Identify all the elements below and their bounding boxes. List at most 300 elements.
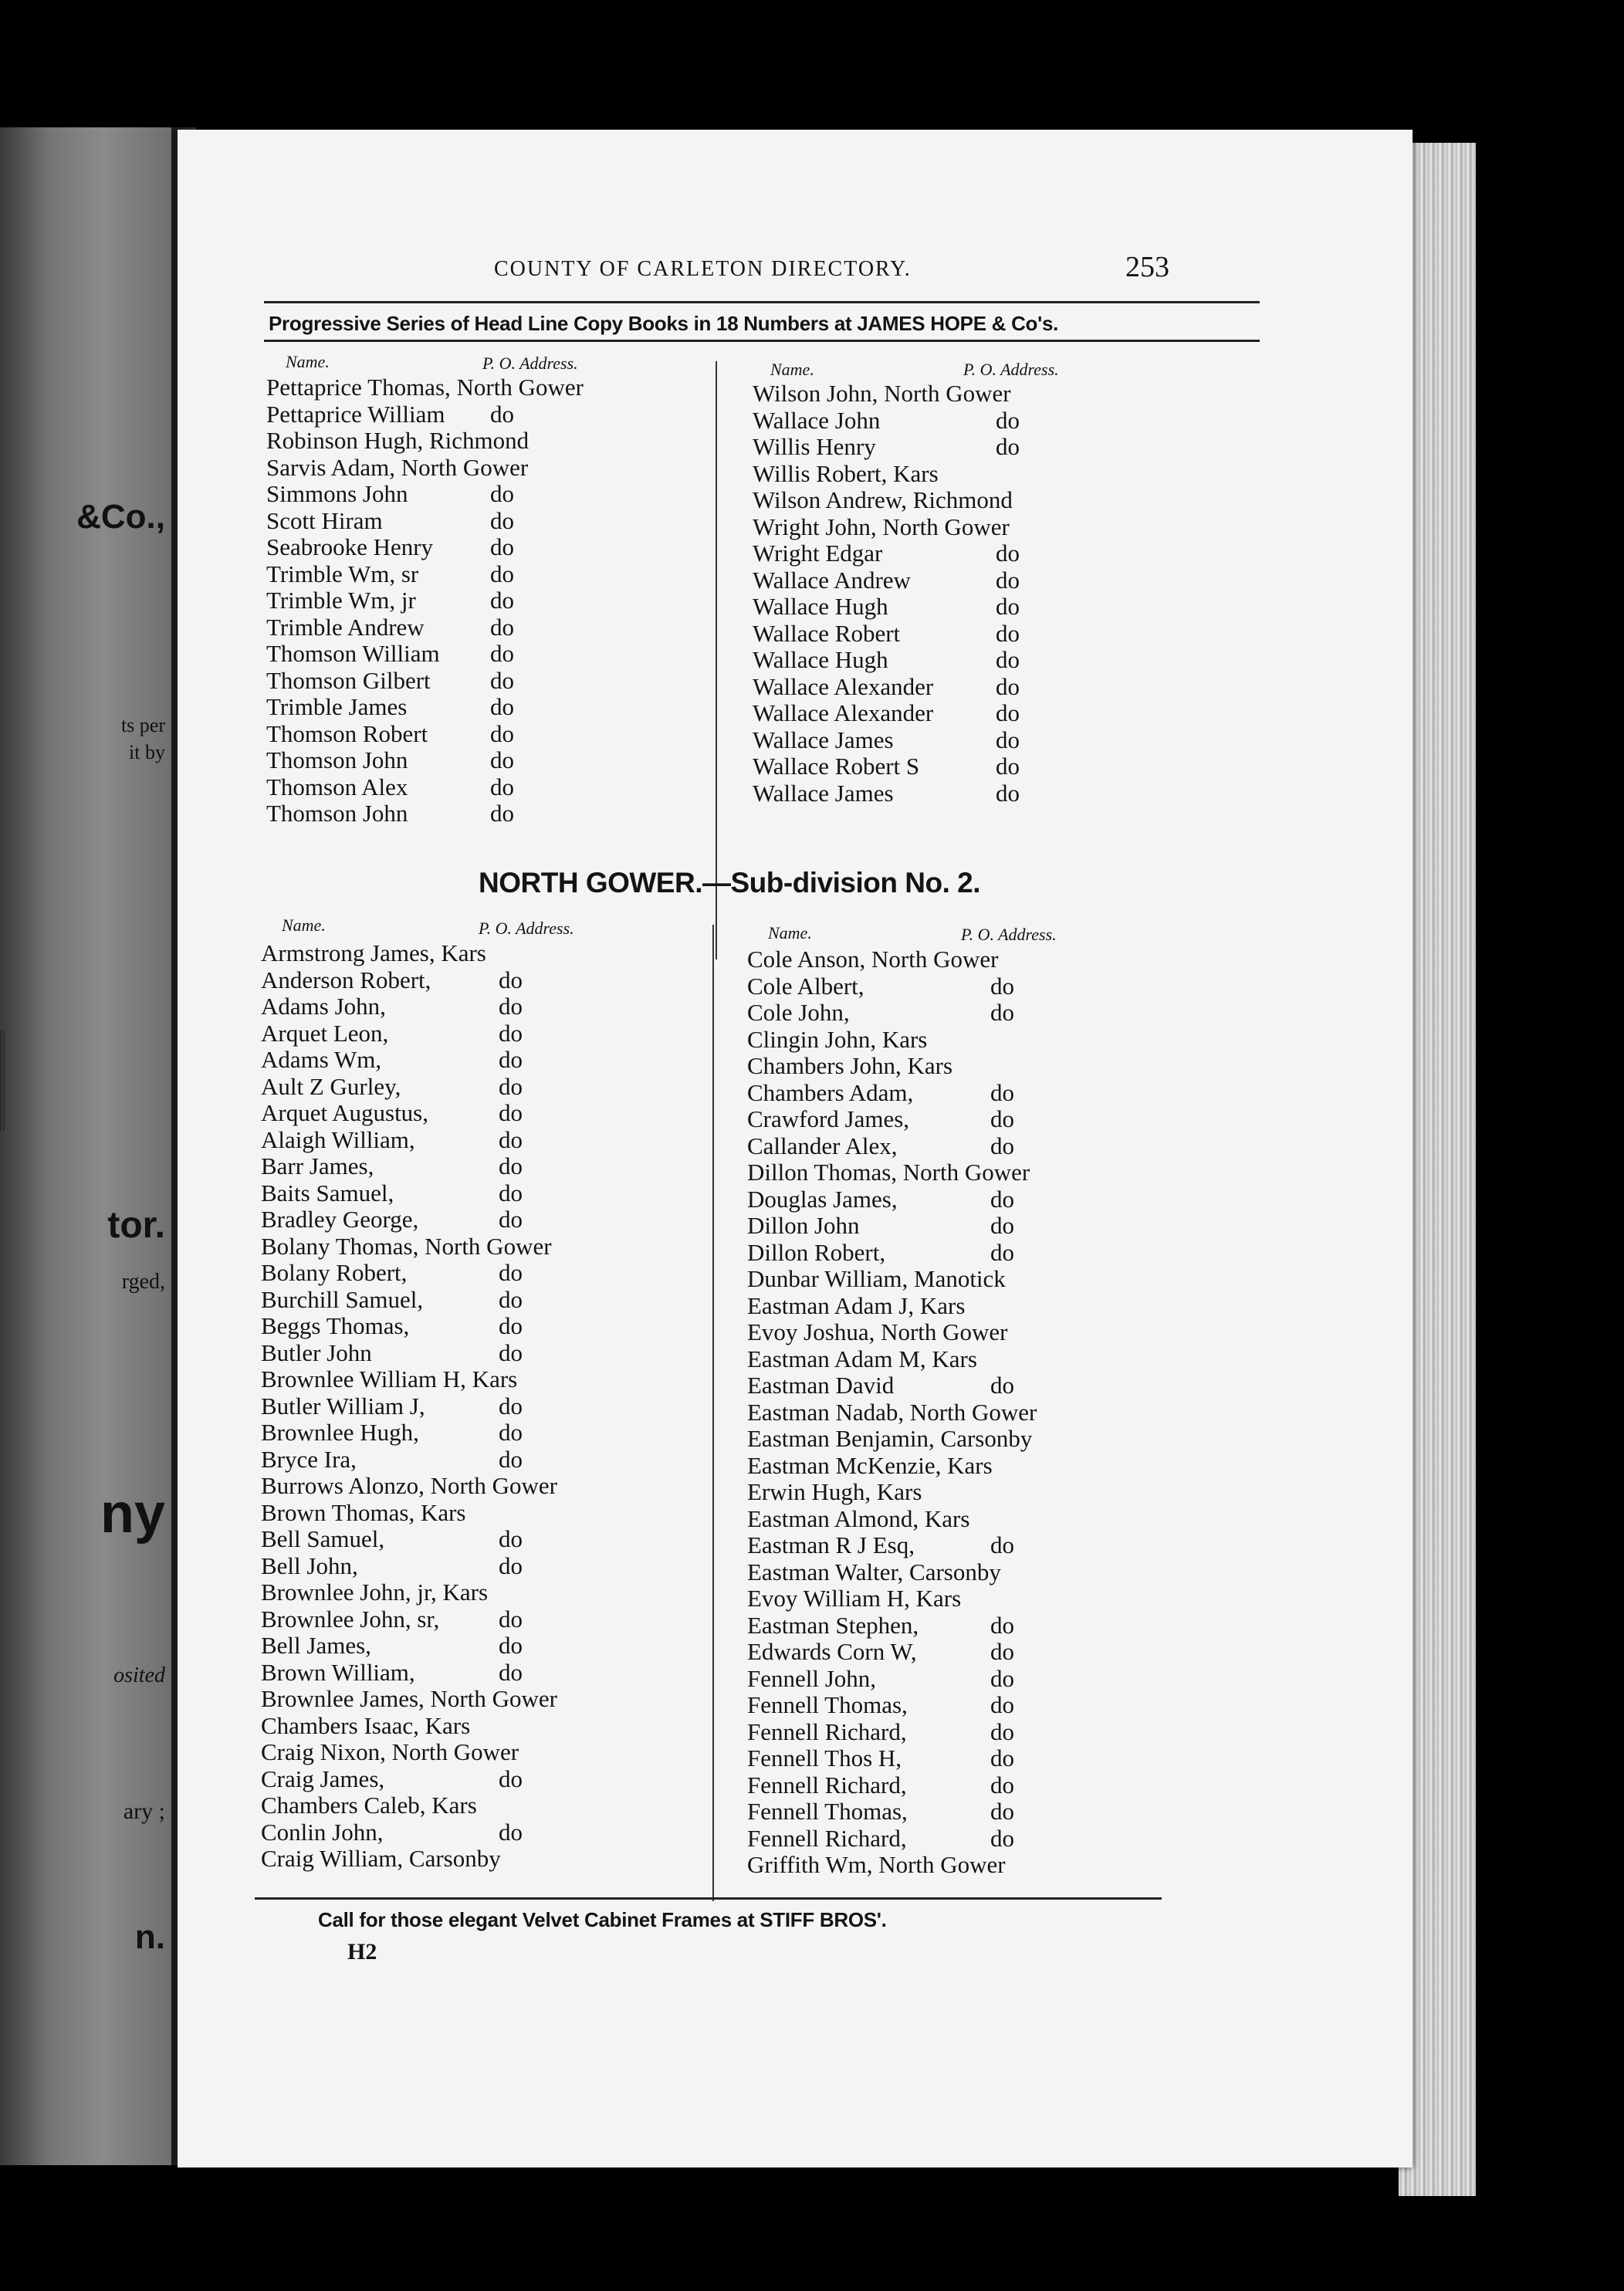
entry-name: Bell James, bbox=[261, 1632, 371, 1659]
directory-entry bbox=[753, 700, 1020, 727]
entry-address: do bbox=[990, 1105, 1014, 1132]
directory-entry bbox=[747, 1799, 1037, 1826]
entry-name: Brownlee Hugh, bbox=[261, 1419, 419, 1446]
column-header-address: P. O. Address. bbox=[479, 919, 574, 938]
facing-page bbox=[0, 127, 171, 2165]
entry-name: Wallace Hugh bbox=[753, 646, 888, 673]
directory-entry bbox=[261, 1180, 557, 1207]
entry-name: Craig William, Carsonby bbox=[261, 1845, 501, 1872]
entry-name: Evoy William H, Kars bbox=[747, 1585, 962, 1612]
entry-address: do bbox=[490, 613, 514, 641]
entry-name: Chambers John, Kars bbox=[747, 1052, 953, 1079]
directory-entry bbox=[747, 1027, 1037, 1054]
entry-name: Fennell John, bbox=[747, 1664, 877, 1692]
directory-entry bbox=[266, 561, 584, 588]
directory-entry bbox=[747, 1106, 1037, 1133]
header-rule bbox=[264, 301, 1260, 303]
entry-address: do bbox=[996, 646, 1020, 673]
directory-entry bbox=[747, 1372, 1037, 1399]
directory-entry bbox=[266, 641, 584, 668]
directory-entry bbox=[747, 1692, 1037, 1719]
entry-address: do bbox=[499, 1658, 523, 1686]
directory-entry bbox=[261, 1366, 557, 1393]
entry-address: do bbox=[499, 1445, 523, 1473]
directory-entry bbox=[266, 374, 584, 401]
entry-address: do bbox=[499, 993, 523, 1020]
entry-name: Burrows Alonzo, North Gower bbox=[261, 1472, 558, 1499]
column-header-address: P. O. Address. bbox=[963, 360, 1059, 379]
entry-address: do bbox=[490, 506, 514, 534]
entry-address: do bbox=[499, 1818, 523, 1846]
entry-name: Willis Henry bbox=[753, 433, 876, 460]
directory-entry bbox=[747, 1506, 1037, 1533]
directory-entry bbox=[747, 1053, 1037, 1080]
entry-name: Brownlee William H, Kars bbox=[261, 1365, 518, 1393]
directory-entry bbox=[747, 1532, 1037, 1559]
entry-name: Crawford James, bbox=[747, 1105, 910, 1132]
section-heading: NORTH GOWER.—Sub-division No. 2. bbox=[479, 867, 980, 898]
entry-address: do bbox=[490, 719, 514, 747]
entry-name: Chambers Caleb, Kars bbox=[261, 1792, 477, 1819]
entry-address: do bbox=[996, 406, 1020, 434]
directory-entry bbox=[266, 481, 584, 508]
directory-entry bbox=[753, 621, 1020, 648]
entry-address: do bbox=[996, 540, 1020, 567]
entry-address: do bbox=[490, 480, 514, 507]
entry-name: Eastman David bbox=[747, 1372, 895, 1399]
directory-entry bbox=[261, 993, 557, 1020]
entry-name: Erwin Hugh, Kars bbox=[747, 1478, 922, 1505]
entry-name: Chambers Isaac, Kars bbox=[261, 1711, 471, 1739]
directory-entry bbox=[747, 946, 1037, 973]
signature-mark: H2 bbox=[347, 1939, 377, 1964]
entry-address: do bbox=[499, 1072, 523, 1100]
directory-entry bbox=[261, 1233, 557, 1261]
directory-entry bbox=[261, 1579, 557, 1606]
directory-entry bbox=[266, 694, 584, 721]
entry-address: do bbox=[990, 1531, 1014, 1558]
directory-entry bbox=[266, 614, 584, 641]
entry-name: Trimble Wm, sr bbox=[266, 560, 419, 587]
entry-name: Eastman Stephen, bbox=[747, 1611, 919, 1639]
directory-entry bbox=[747, 1319, 1037, 1346]
entry-address: do bbox=[499, 1285, 523, 1313]
entry-address: do bbox=[490, 746, 514, 773]
ornament-fragment bbox=[0, 1030, 36, 1131]
entry-name: Beggs Thomas, bbox=[261, 1312, 410, 1339]
entry-address: do bbox=[499, 1765, 523, 1792]
entry-address: do bbox=[499, 1605, 523, 1633]
entry-name: Wright Edgar bbox=[753, 540, 883, 567]
entry-address: do bbox=[499, 1525, 523, 1552]
directory-entry bbox=[261, 1260, 557, 1287]
directory-entry bbox=[261, 1393, 557, 1420]
entry-name: Adams John, bbox=[261, 993, 386, 1020]
directory-entry bbox=[266, 668, 584, 695]
directory-entry bbox=[753, 514, 1020, 541]
running-header: COUNTY OF CARLETON DIRECTORY. bbox=[494, 257, 912, 281]
entry-name: Griffith Wm, North Gower bbox=[747, 1851, 1006, 1878]
entry-name: Dillon Thomas, North Gower bbox=[747, 1159, 1030, 1186]
entry-name: Brown William, bbox=[261, 1658, 415, 1686]
entry-name: Wallace Andrew bbox=[753, 566, 911, 594]
directory-entry bbox=[747, 1240, 1037, 1267]
directory-entry bbox=[261, 1553, 557, 1580]
entry-name: Cole Albert, bbox=[747, 972, 864, 1000]
entry-address: do bbox=[490, 560, 514, 587]
entry-name: Adams Wm, bbox=[261, 1046, 382, 1073]
directory-entry bbox=[266, 401, 584, 428]
entry-name: Dillon John bbox=[747, 1212, 860, 1239]
directory-entry bbox=[261, 1047, 557, 1074]
directory-entry bbox=[266, 800, 584, 827]
entry-name: Brown Thomas, Kars bbox=[261, 1498, 466, 1526]
directory-entry bbox=[753, 540, 1020, 567]
entry-name: Cole John, bbox=[747, 999, 850, 1026]
entry-name: Bell Samuel, bbox=[261, 1525, 385, 1552]
entry-name: Thomson Robert bbox=[266, 719, 428, 747]
directory-entry bbox=[753, 461, 1020, 488]
entry-name: Eastman McKenzie, Kars bbox=[747, 1451, 993, 1479]
entry-address: do bbox=[990, 1771, 1014, 1799]
entry-name: Bell John, bbox=[261, 1552, 358, 1579]
directory-entry bbox=[747, 1479, 1037, 1506]
ad-rule bbox=[264, 340, 1260, 342]
entry-address: do bbox=[490, 666, 514, 694]
entry-name: Wilson Andrew, Richmond bbox=[753, 486, 1013, 513]
directory-entry bbox=[261, 1287, 557, 1314]
entry-name: Fennell Thomas, bbox=[747, 1798, 908, 1825]
entry-address: do bbox=[499, 1552, 523, 1579]
entry-address: do bbox=[499, 1125, 523, 1153]
entry-address: do bbox=[499, 1632, 523, 1659]
directory-entry bbox=[747, 1453, 1037, 1480]
column-header-address: P. O. Address. bbox=[482, 354, 578, 373]
facing-page-fragment: ny bbox=[100, 1483, 165, 1545]
directory-entry bbox=[747, 1000, 1037, 1027]
column-header-name: Name. bbox=[768, 923, 812, 942]
entries-section-right bbox=[747, 946, 1037, 1879]
entry-address: do bbox=[990, 1372, 1014, 1399]
directory-entry bbox=[261, 1660, 557, 1687]
entry-address: do bbox=[499, 1338, 523, 1366]
entry-address: do bbox=[990, 1185, 1014, 1213]
directory-entry bbox=[747, 1772, 1037, 1799]
entry-name: Sarvis Adam, North Gower bbox=[266, 453, 529, 481]
directory-entry bbox=[747, 1585, 1037, 1612]
entry-name: Armstrong James, Kars bbox=[261, 939, 486, 966]
entry-name: Thomson John bbox=[266, 746, 408, 773]
directory-entry bbox=[261, 1766, 557, 1793]
directory-entry bbox=[747, 1852, 1037, 1879]
directory-entry bbox=[261, 1420, 557, 1447]
entry-name: Wright John, North Gower bbox=[753, 513, 1010, 540]
directory-entry bbox=[747, 1213, 1037, 1240]
directory-entry bbox=[261, 1100, 557, 1127]
directory-entry bbox=[747, 1559, 1037, 1586]
facing-page-fragment: &Co., bbox=[76, 498, 165, 536]
entry-name: Willis Robert, Kars bbox=[753, 459, 939, 487]
entry-name: Evoy Joshua, North Gower bbox=[747, 1318, 1008, 1345]
entry-name: Thomson John bbox=[266, 800, 408, 827]
entry-name: Eastman Benjamin, Carsonby bbox=[747, 1425, 1033, 1452]
entry-name: Bradley George, bbox=[261, 1206, 419, 1233]
entry-name: Fennell Richard, bbox=[747, 1824, 907, 1852]
entry-address: do bbox=[996, 566, 1020, 594]
directory-entry bbox=[747, 1666, 1037, 1693]
facing-page-fragment: it by bbox=[129, 741, 165, 763]
entry-name: Butler William J, bbox=[261, 1392, 425, 1420]
entry-name: Craig Nixon, North Gower bbox=[261, 1738, 519, 1765]
entry-address: do bbox=[499, 1179, 523, 1206]
entry-address: do bbox=[490, 640, 514, 667]
directory-entry bbox=[753, 780, 1020, 807]
directory-entry bbox=[747, 1639, 1037, 1666]
entry-name: Wallace Robert S bbox=[753, 753, 920, 780]
column-header-name: Name. bbox=[770, 360, 814, 379]
directory-entry bbox=[261, 1313, 557, 1340]
entry-name: Butler John bbox=[261, 1338, 372, 1366]
entry-name: Wilson John, North Gower bbox=[753, 380, 1011, 407]
entry-name: Ault Z Gurley, bbox=[261, 1072, 401, 1100]
entry-name: Brownlee James, North Gower bbox=[261, 1685, 557, 1712]
entry-name: Eastman Nadab, North Gower bbox=[747, 1398, 1037, 1426]
entry-address: do bbox=[499, 1312, 523, 1339]
directory-entry bbox=[747, 1133, 1037, 1160]
directory-entry bbox=[747, 1719, 1037, 1746]
directory-entry bbox=[747, 1266, 1037, 1293]
directory-entry bbox=[261, 1819, 557, 1846]
entry-name: Alaigh William, bbox=[261, 1125, 415, 1153]
entry-name: Douglas James, bbox=[747, 1185, 898, 1213]
directory-entry bbox=[747, 1186, 1037, 1213]
directory-entry bbox=[261, 1473, 557, 1500]
entry-name: Seabrooke Henry bbox=[266, 533, 434, 560]
directory-entry bbox=[261, 1606, 557, 1633]
directory-entry bbox=[747, 1293, 1037, 1320]
entry-name: Thomson Alex bbox=[266, 773, 408, 800]
directory-entry bbox=[261, 1500, 557, 1527]
entry-name: Cole Anson, North Gower bbox=[747, 946, 999, 973]
entry-name: Baits Samuel, bbox=[261, 1179, 394, 1206]
entry-name: Fennell Richard, bbox=[747, 1717, 907, 1745]
entry-name: Trimble Andrew bbox=[266, 613, 425, 641]
directory-entry bbox=[747, 1080, 1037, 1107]
directory-entry bbox=[261, 967, 557, 994]
bottom-advertisement: Call for those elegant Velvet Cabinet Frames at STIFF BROS'. bbox=[318, 1908, 887, 1931]
column-header-name: Name. bbox=[282, 915, 326, 935]
column-header-name: Name. bbox=[286, 352, 330, 371]
footer-rule bbox=[255, 1897, 1162, 1900]
entry-name: Simmons John bbox=[266, 480, 408, 507]
directory-entry bbox=[261, 1846, 557, 1873]
entry-address: do bbox=[990, 1638, 1014, 1665]
entry-name: Trimble Wm, jr bbox=[266, 587, 416, 614]
entries-block-1-left bbox=[266, 374, 584, 827]
directory-entry bbox=[261, 1074, 557, 1101]
directory-entry bbox=[266, 747, 584, 774]
entry-name: Trimble James bbox=[266, 693, 408, 720]
entry-name: Callander Alex, bbox=[747, 1132, 898, 1159]
directory-entry bbox=[753, 647, 1020, 674]
entry-address: do bbox=[490, 587, 514, 614]
entry-address: do bbox=[996, 726, 1020, 753]
directory-entry bbox=[753, 567, 1020, 594]
entry-address: do bbox=[990, 1798, 1014, 1825]
directory-entry bbox=[261, 1127, 557, 1154]
directory-entry bbox=[266, 508, 584, 535]
directory-entry bbox=[747, 1346, 1037, 1373]
directory-entry bbox=[266, 587, 584, 614]
entry-name: Wallace John bbox=[753, 406, 881, 434]
entry-address: do bbox=[996, 699, 1020, 726]
directory-entry bbox=[261, 1206, 557, 1233]
entry-address: do bbox=[990, 1132, 1014, 1159]
directory-entry bbox=[753, 753, 1020, 780]
entry-address: do bbox=[499, 1152, 523, 1179]
directory-entry bbox=[753, 408, 1020, 435]
entry-address: do bbox=[499, 1259, 523, 1286]
directory-entry bbox=[747, 1745, 1037, 1772]
entry-address: do bbox=[990, 972, 1014, 1000]
directory-entry bbox=[261, 1447, 557, 1474]
entry-name: Wallace Hugh bbox=[753, 593, 888, 620]
directory-entry bbox=[261, 940, 557, 967]
directory-entry bbox=[261, 1792, 557, 1819]
facing-page-fragment: n. bbox=[134, 1918, 165, 1956]
entry-address: do bbox=[990, 1717, 1014, 1745]
entry-name: Robinson Hugh, Richmond bbox=[266, 427, 529, 454]
entries-block-1-right bbox=[753, 381, 1020, 807]
entry-address: do bbox=[996, 672, 1020, 700]
entry-name: Edwards Corn W, bbox=[747, 1638, 917, 1665]
directory-entry bbox=[747, 1399, 1037, 1426]
entry-address: do bbox=[490, 800, 514, 827]
directory-entry bbox=[261, 1153, 557, 1180]
entry-name: Chambers Adam, bbox=[747, 1078, 914, 1106]
entry-address: do bbox=[490, 400, 514, 428]
entries-section-left bbox=[261, 940, 557, 1873]
directory-entry bbox=[747, 1426, 1037, 1453]
entry-address: do bbox=[499, 1099, 523, 1126]
entry-address: do bbox=[990, 1744, 1014, 1772]
entry-name: Fennell Richard, bbox=[747, 1771, 907, 1799]
entry-address: do bbox=[499, 1046, 523, 1073]
directory-entry bbox=[753, 594, 1020, 621]
entry-address: do bbox=[499, 1392, 523, 1420]
directory-entry bbox=[753, 434, 1020, 461]
entry-name: Dillon Robert, bbox=[747, 1238, 886, 1266]
facing-page-fragment: osited bbox=[113, 1663, 165, 1687]
entry-name: Bolany Thomas, North Gower bbox=[261, 1232, 552, 1260]
entry-name: Craig James, bbox=[261, 1765, 385, 1792]
entry-name: Fennell Thos H, bbox=[747, 1744, 902, 1772]
entry-name: Scott Hiram bbox=[266, 506, 383, 534]
entry-address: do bbox=[499, 1419, 523, 1446]
directory-entry bbox=[747, 973, 1037, 1000]
entry-address: do bbox=[996, 779, 1020, 807]
entry-address: do bbox=[990, 1664, 1014, 1692]
directory-entry bbox=[753, 487, 1020, 514]
facing-page-fragment: rged, bbox=[121, 1270, 165, 1294]
entry-address: do bbox=[499, 1019, 523, 1047]
entry-address: do bbox=[499, 1206, 523, 1233]
entry-address: do bbox=[490, 693, 514, 720]
entry-name: Wallace Robert bbox=[753, 619, 901, 647]
entry-address: do bbox=[499, 966, 523, 993]
directory-entry bbox=[266, 455, 584, 482]
entry-name: Bryce Ira, bbox=[261, 1445, 357, 1473]
entry-name: Dunbar William, Manotick bbox=[747, 1265, 1006, 1292]
entry-name: Eastman Adam J, Kars bbox=[747, 1291, 966, 1319]
entry-address: do bbox=[996, 433, 1020, 460]
directory-entry bbox=[753, 727, 1020, 754]
entry-name: Wallace Alexander bbox=[753, 672, 934, 700]
facing-page-fragment: ary ; bbox=[123, 1799, 165, 1824]
directory-entry bbox=[266, 428, 584, 455]
directory-entry bbox=[266, 774, 584, 801]
directory-entry bbox=[747, 1826, 1037, 1853]
entry-address: do bbox=[990, 1691, 1014, 1718]
entry-name: Pettaprice Thomas, North Gower bbox=[266, 374, 584, 401]
directory-entry bbox=[261, 1686, 557, 1713]
directory-entry bbox=[261, 1739, 557, 1766]
entry-name: Conlin John, bbox=[261, 1818, 384, 1846]
entry-name: Eastman Almond, Kars bbox=[747, 1504, 970, 1532]
entry-name: Brownlee John, sr, bbox=[261, 1605, 440, 1633]
entry-name: Arquet Leon, bbox=[261, 1019, 389, 1047]
entry-address: do bbox=[490, 533, 514, 560]
directory-entry bbox=[753, 674, 1020, 701]
directory-entry bbox=[747, 1612, 1037, 1640]
directory-entry bbox=[266, 721, 584, 748]
entry-address: do bbox=[990, 1611, 1014, 1639]
entry-address: do bbox=[990, 999, 1014, 1026]
entry-name: Wallace James bbox=[753, 779, 894, 807]
directory-entry bbox=[266, 534, 584, 561]
entry-address: do bbox=[996, 619, 1020, 647]
directory-entry bbox=[261, 1526, 557, 1553]
entry-name: Anderson Robert, bbox=[261, 966, 431, 993]
entry-address: do bbox=[996, 593, 1020, 620]
facing-page-fragment: tor. bbox=[107, 1205, 165, 1246]
entry-name: Wallace Alexander bbox=[753, 699, 934, 726]
top-advertisement: Progressive Series of Head Line Copy Books in 18 Numbers at JAMES HOPE & Co's. bbox=[269, 312, 1059, 335]
entry-name: Pettaprice William bbox=[266, 400, 445, 428]
entry-name: Eastman R J Esq, bbox=[747, 1531, 915, 1558]
entry-name: Fennell Thomas, bbox=[747, 1691, 908, 1718]
directory-entry bbox=[261, 1020, 557, 1047]
entry-name: Wallace James bbox=[753, 726, 894, 753]
entry-address: do bbox=[990, 1078, 1014, 1106]
entry-name: Bolany Robert, bbox=[261, 1259, 408, 1286]
directory-entry bbox=[261, 1713, 557, 1740]
entry-name: Thomson Gilbert bbox=[266, 666, 431, 694]
entry-address: do bbox=[990, 1824, 1014, 1852]
column-divider bbox=[712, 925, 714, 1901]
entry-name: Barr James, bbox=[261, 1152, 374, 1179]
entry-address: do bbox=[996, 753, 1020, 780]
entry-name: Arquet Augustus, bbox=[261, 1099, 428, 1126]
directory-entry bbox=[747, 1159, 1037, 1186]
entry-address: do bbox=[490, 773, 514, 800]
entry-address: do bbox=[990, 1238, 1014, 1266]
facing-page-fragment: ts per bbox=[120, 714, 165, 736]
entry-name: Burchill Samuel, bbox=[261, 1285, 424, 1313]
column-header-address: P. O. Address. bbox=[961, 925, 1057, 944]
directory-entry bbox=[753, 381, 1020, 408]
entry-name: Thomson William bbox=[266, 640, 440, 667]
